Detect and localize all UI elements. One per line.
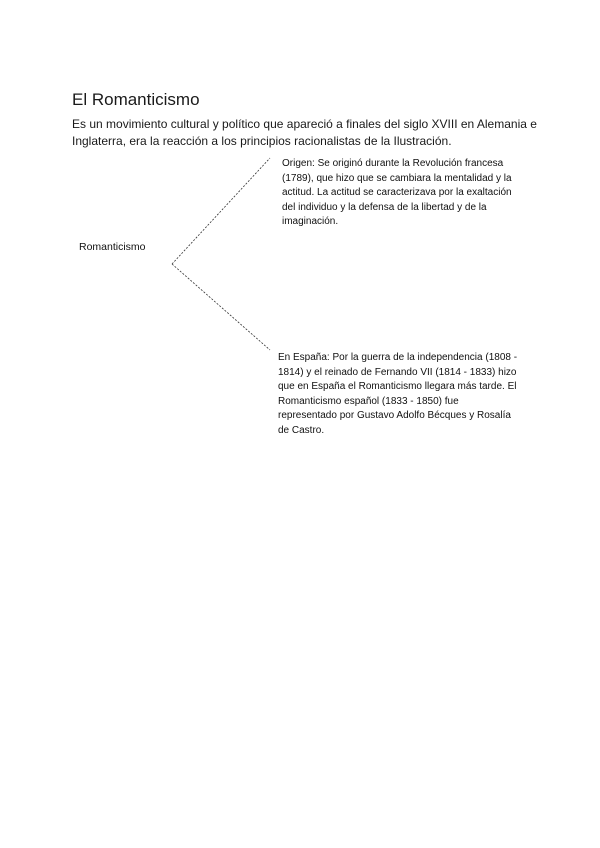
bracket-line-upper: [172, 158, 270, 264]
concept-map-central-term: Romanticismo: [79, 241, 146, 253]
concept-map-branch-espana: En España: Por la guerra de la independencia (1808 - 1814) y el reinado de Fernando VII (1814 - 1833) hizo que en España el Romanticismo llegara más tarde. El Romanticismo español (1833 - 1850) fue representado por Gustavo Adolfo Bécques y Rosalía de Castro.: [278, 352, 518, 436]
page-title: El Romanticismo: [72, 90, 200, 109]
concept-map-branch-origen: Origen: Se originó durante la Revolución francesa (1789), que hizo que se cambiara la mentalidad y la actitud. La actitud se caracterizava por la exaltación del individuo y la defensa de la libertad y de la imaginación.: [282, 158, 512, 227]
intro-paragraph: Es un movimiento cultural y político que apareció a finales del siglo XVIII en Alemania e Inglaterra, era la reacción a los principios racionalistas de la Ilustración.: [72, 117, 537, 148]
bracket-line-lower: [172, 264, 270, 350]
